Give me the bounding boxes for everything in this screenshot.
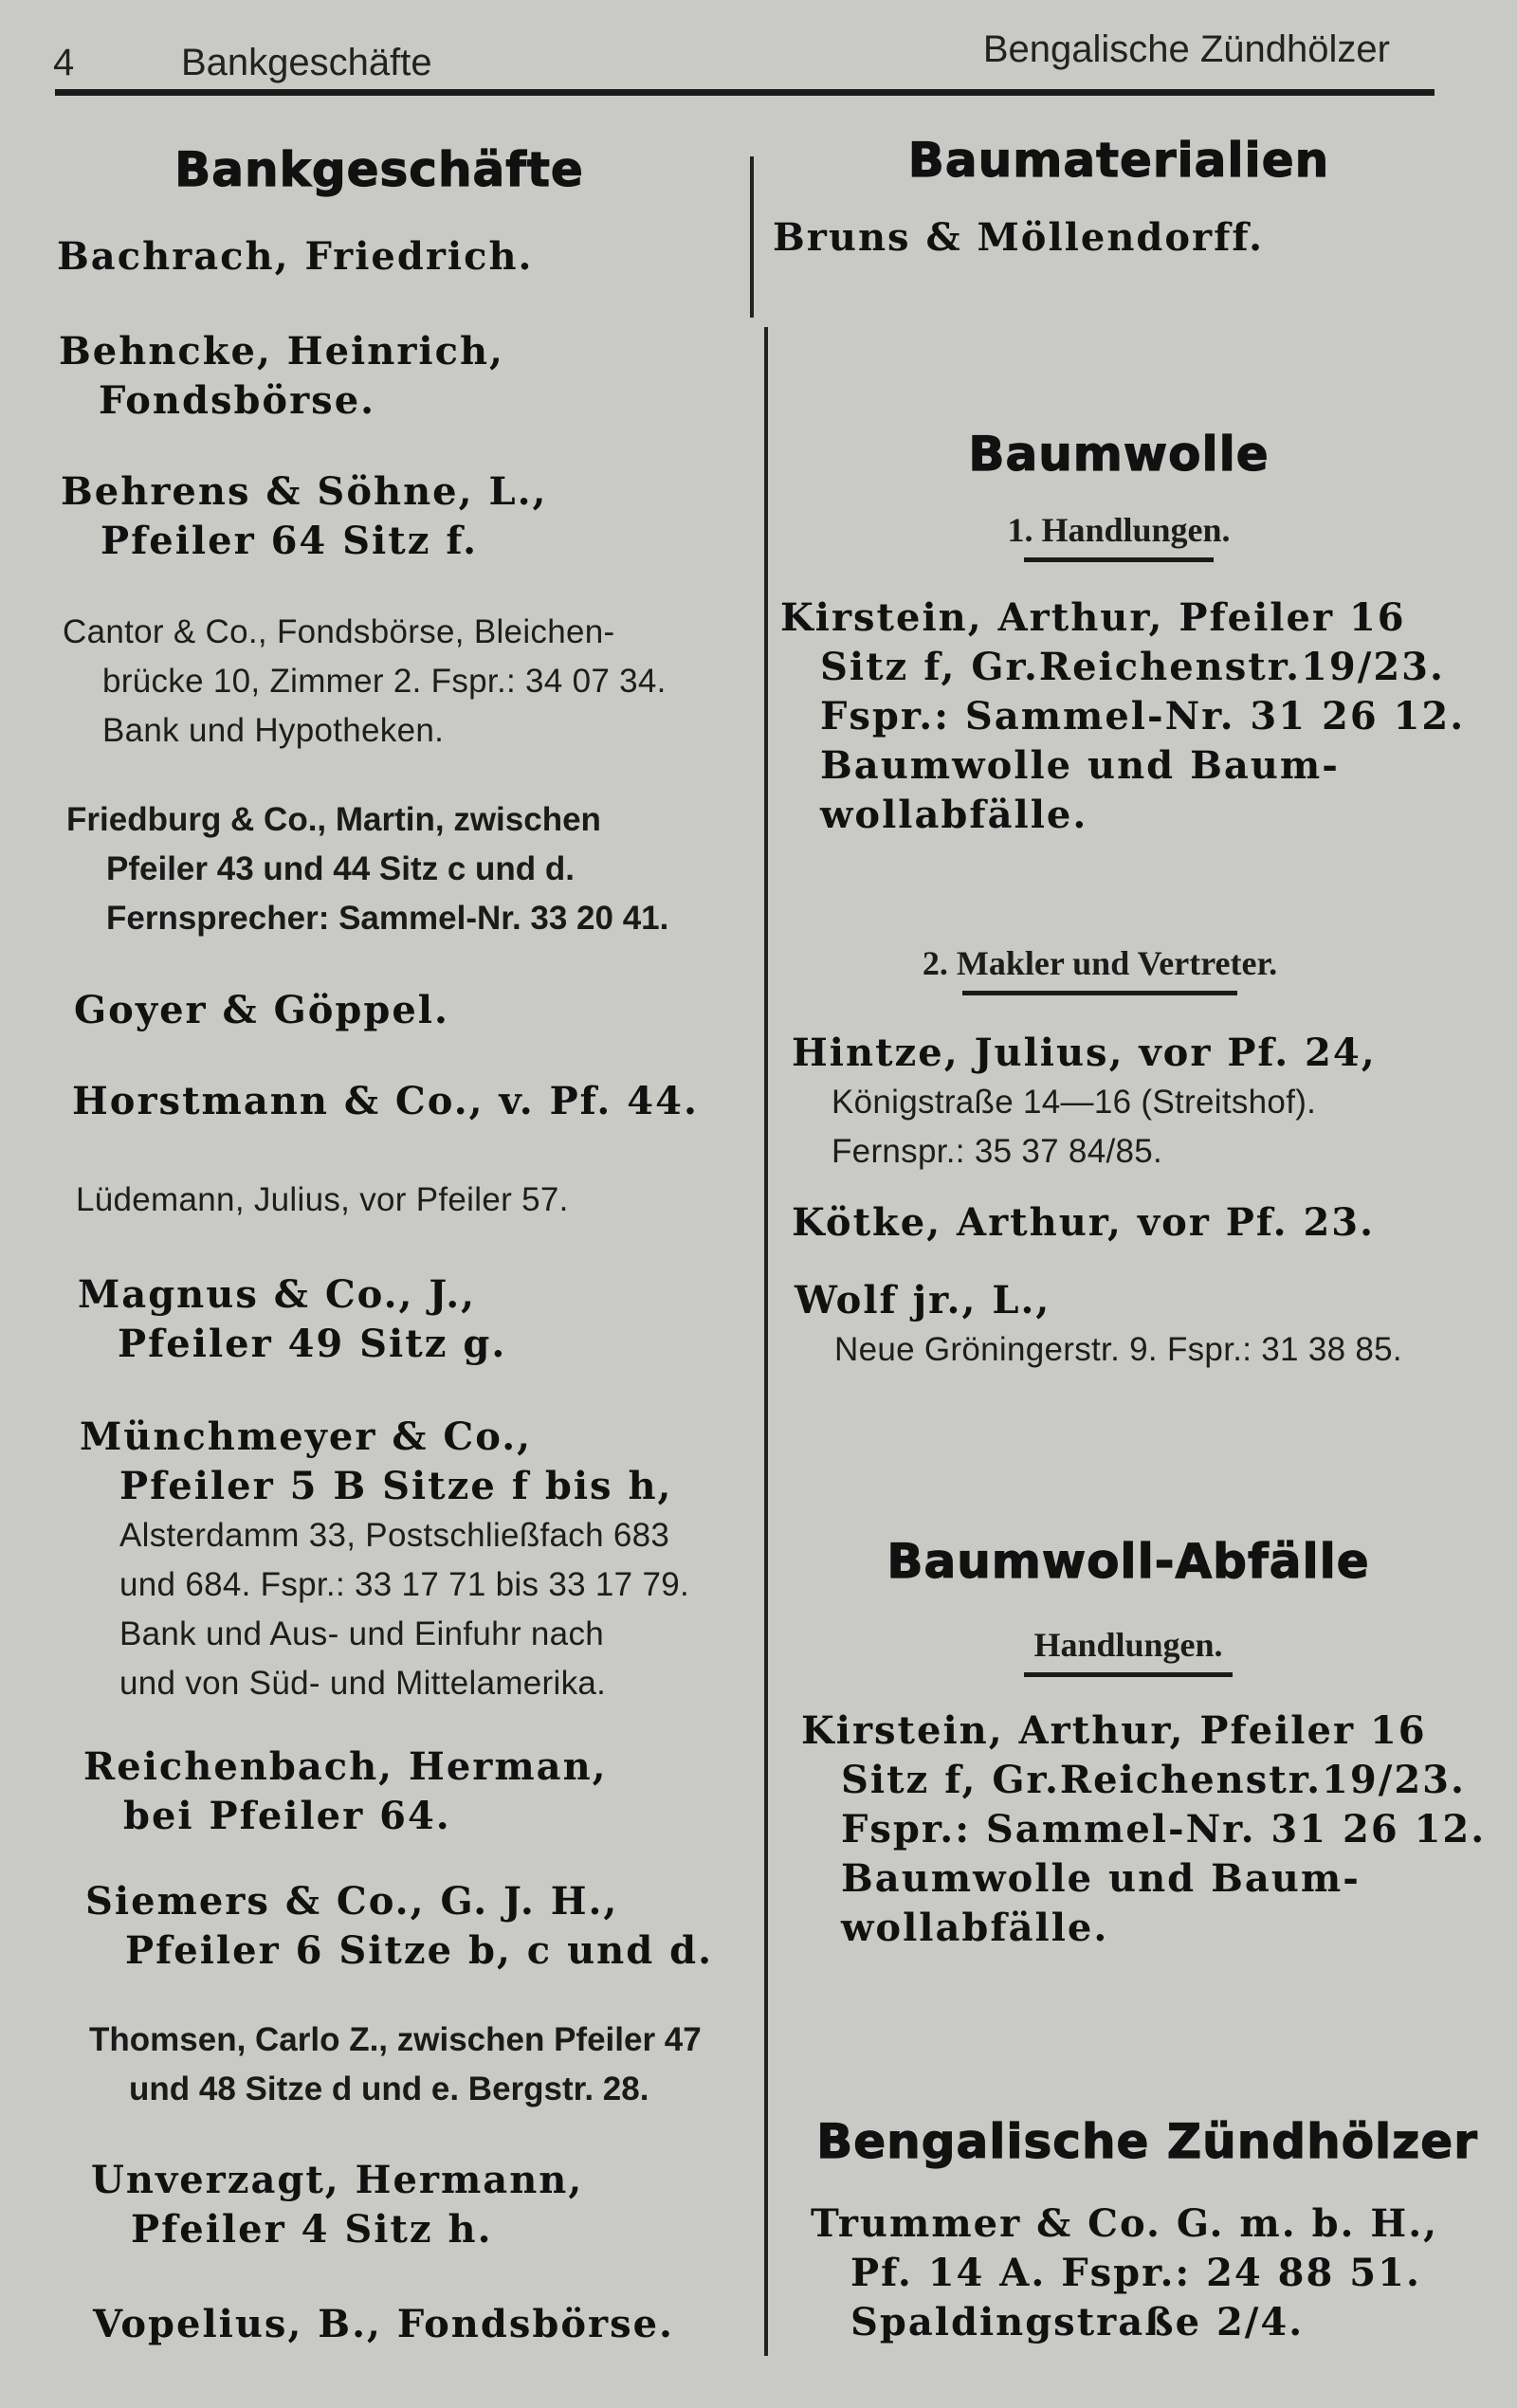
- entry-line: Lüdemann, Julius, vor Pfeiler 57.: [76, 1181, 569, 1218]
- entry-line: Pfeiler 4 Sitz h.: [131, 2207, 493, 2252]
- entry-behrens: [61, 467, 547, 566]
- entry-line: Vopelius, B., Fondsbörse.: [93, 2302, 674, 2346]
- subheading-underline: [1024, 1672, 1233, 1677]
- page-number: 4: [53, 42, 75, 83]
- entry-line: Behncke, Heinrich,: [59, 329, 504, 374]
- header-rule: [55, 89, 1435, 96]
- entry-line: und 48 Sitze d und e. Bergstr. 28.: [129, 2071, 649, 2107]
- entry-line: Trummer & Co. G. m. b. H.,: [811, 2201, 1439, 2246]
- entry-line: Bruns & Möllendorff.: [773, 215, 1265, 260]
- entry-line: Fspr.: Sammel-Nr. 31 26 12.: [841, 1807, 1487, 1852]
- entry-line: Thomsen, Carlo Z., zwischen Pfeiler 47: [89, 2021, 702, 2058]
- entry-line: Horstmann & Co., v. Pf. 44.: [72, 1079, 699, 1123]
- section-title-baumwoll-abfaelle: Baumwoll-Abfälle: [886, 1534, 1370, 1589]
- subheading-text: Handlungen.: [1033, 1626, 1223, 1664]
- entry-line: Münchmeyer & Co.,: [80, 1414, 533, 1459]
- entry-line: Pfeiler 64 Sitz f.: [101, 519, 479, 563]
- entry-friedburg: [66, 795, 735, 943]
- entry-detail: Königstraße 14—16 (Streitshof).: [832, 1084, 1317, 1121]
- entry-trummer: [811, 2199, 1479, 2347]
- entry-line: Pfeiler 49 Sitz g.: [118, 1322, 507, 1366]
- section-title-bankgeschaefte: Bankgeschäfte: [174, 142, 584, 197]
- entry-unverzagt: [91, 2156, 583, 2254]
- entry-line: Kötke, Arthur, vor Pf. 23.: [792, 1200, 1376, 1245]
- entry-kirstein: [780, 593, 1466, 840]
- entry-koetke: [792, 1198, 1375, 1248]
- entry-line: Pfeiler 5 B Sitze f bis h,: [119, 1464, 673, 1508]
- entry-cantor: [63, 608, 731, 756]
- running-head-right: Bengalische Zündhölzer: [982, 28, 1390, 70]
- entry-line: Fernsprecher: Sammel-Nr. 33 20 41.: [106, 900, 669, 937]
- entry-muenchmeyer: [80, 1413, 748, 1708]
- entry-line: Unverzagt, Hermann,: [91, 2158, 584, 2202]
- section-title-baumaterialien: Baumaterialien: [907, 133, 1330, 188]
- subheading-text: 1. Handlungen.: [1007, 511, 1231, 549]
- entry-line: Bank und Hypotheken.: [102, 712, 445, 749]
- entry-line: Behrens & Söhne, L.,: [61, 469, 548, 514]
- entry-detail: Alsterdamm 33, Postschließfach 683: [119, 1517, 670, 1554]
- entry-line: wollabfälle.: [820, 793, 1088, 837]
- entry-line: Fondsbörse.: [99, 378, 376, 423]
- entry-goyer: [74, 986, 449, 1035]
- column-divider: [764, 327, 768, 2356]
- entry-line: Sitz f, Gr.Reichenstr.19/23.: [820, 645, 1445, 689]
- running-head: [53, 28, 1437, 85]
- entry-luedemann: [76, 1176, 569, 1225]
- subheading-underline: [962, 991, 1237, 995]
- entry-line: Kirstein, Arthur, Pfeiler 16: [801, 1708, 1427, 1753]
- running-head-left: Bankgeschäfte: [181, 42, 432, 83]
- entry-line: Friedburg & Co., Martin, zwischen: [66, 801, 601, 838]
- entry-reichenbach: [83, 1742, 608, 1841]
- entry-behncke: [59, 327, 504, 426]
- entry-line: Magnus & Co., J.,: [78, 1272, 477, 1317]
- entry-line: Goyer & Göppel.: [74, 988, 449, 1032]
- entry-line: Cantor & Co., Fondsbörse, Bleichen-: [63, 613, 615, 650]
- entry-line: bei Pfeiler 64.: [123, 1794, 451, 1838]
- entry-detail: und 684. Fspr.: 33 17 71 bis 33 17 79.: [119, 1566, 689, 1603]
- subheading-text: 2. Makler und Vertreter.: [922, 944, 1278, 982]
- subheading-makler: [882, 943, 1318, 995]
- entry-line: Baumwolle und Baum-: [820, 743, 1340, 788]
- entry-line: Pfeiler 6 Sitze b, c und d.: [125, 1928, 714, 1973]
- entry-detail: und von Süd- und Mittelamerika.: [119, 1665, 607, 1702]
- entry-magnus: [78, 1270, 506, 1369]
- entry-line: Spaldingstraße 2/4.: [850, 2300, 1305, 2344]
- entry-line: Sitz f, Gr.Reichenstr.19/23.: [841, 1758, 1466, 1802]
- section-title-baumwolle: Baumwolle: [968, 427, 1270, 482]
- entry-line: Hintze, Julius, vor Pf. 24,: [792, 1031, 1377, 1075]
- entry-line: Bachrach, Friedrich.: [57, 234, 534, 279]
- entry-line: Siemers & Co., G. J. H.,: [85, 1879, 619, 1924]
- entry-wolf: [795, 1276, 1458, 1375]
- column-divider-top: [750, 156, 754, 318]
- entry-detail: Neue Gröningerstr. 9. Fspr.: 31 38 85.: [834, 1331, 1402, 1368]
- entry-detail: Fernspr.: 35 37 84/85.: [832, 1133, 1163, 1170]
- entry-detail: Bank und Aus- und Einfuhr nach: [119, 1615, 605, 1652]
- entry-vopelius: [93, 2300, 674, 2349]
- entry-line: Wolf jr., L.,: [795, 1278, 1051, 1323]
- entry-bachrach: [57, 232, 533, 282]
- entry-kirstein-abfaelle: [801, 1706, 1487, 1953]
- entry-bruns: [773, 213, 1264, 263]
- entry-line: wollabfälle.: [841, 1906, 1109, 1950]
- entry-line: Pfeiler 43 und 44 Sitz c und d.: [106, 850, 575, 887]
- entry-line: Pf. 14 A. Fspr.: 24 88 51.: [850, 2251, 1421, 2295]
- entry-line: Fspr.: Sammel-Nr. 31 26 12.: [820, 694, 1466, 739]
- entry-siemers: [85, 1877, 713, 1976]
- subheading-handlungen-2: [986, 1625, 1270, 1677]
- entry-thomsen: [89, 2016, 753, 2114]
- entry-line: brücke 10, Zimmer 2. Fspr.: 34 07 34.: [102, 663, 667, 700]
- entry-line: Baumwolle und Baum-: [841, 1856, 1361, 1901]
- subheading-handlungen-1: [948, 510, 1289, 562]
- subheading-underline: [1024, 557, 1214, 562]
- entry-horstmann: [72, 1077, 699, 1126]
- entry-line: Kirstein, Arthur, Pfeiler 16: [780, 595, 1406, 640]
- entry-line: Reichenbach, Herman,: [83, 1744, 608, 1789]
- section-title-bengalische: Bengalische Zündhölzer: [816, 2114, 1478, 2169]
- entry-hintze: [792, 1029, 1455, 1177]
